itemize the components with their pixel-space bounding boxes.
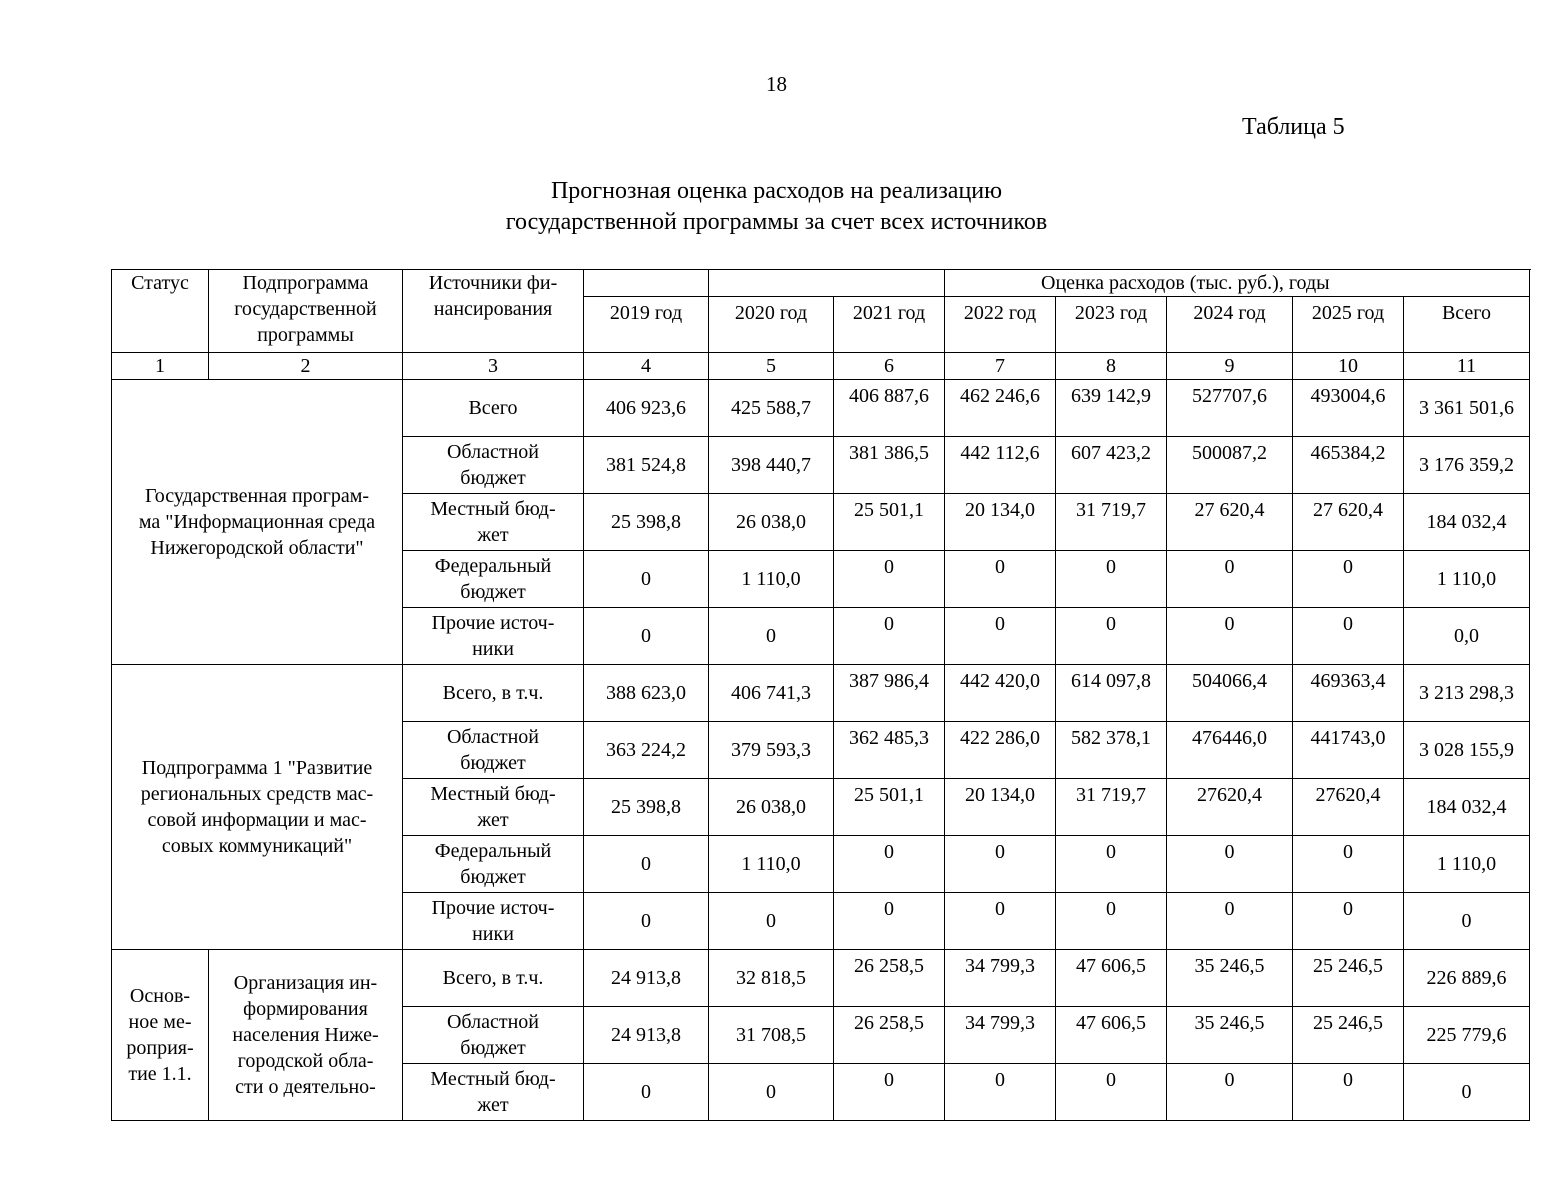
- source-cell: Прочие источ- ники: [403, 608, 584, 665]
- status-cell: Основ- ное ме- роприя- тие 1.1.: [112, 950, 209, 1121]
- value-cell: 0: [584, 551, 709, 608]
- value-cell: 27620,4: [1293, 779, 1404, 836]
- value-cell: 20 134,0: [945, 779, 1056, 836]
- value-cell: 25 398,8: [584, 779, 709, 836]
- value-cell: 0: [584, 836, 709, 893]
- total-cell: 226 889,6: [1404, 950, 1530, 1007]
- value-cell: 31 708,5: [709, 1007, 834, 1064]
- header-year: 2021 год: [834, 297, 945, 353]
- total-cell: 184 032,4: [1404, 779, 1530, 836]
- value-cell: 406 741,3: [709, 665, 834, 722]
- value-cell: 35 246,5: [1167, 950, 1293, 1007]
- value-cell: 0: [834, 1064, 945, 1121]
- total-cell: 184 032,4: [1404, 494, 1530, 551]
- value-cell: 388 623,0: [584, 665, 709, 722]
- column-number: 5: [709, 353, 834, 380]
- table-row: [112, 950, 1530, 1007]
- source-cell: Местный бюд- жет: [403, 1064, 584, 1121]
- table-label: Таблица 5: [1242, 114, 1345, 140]
- value-cell: 0: [945, 893, 1056, 950]
- value-cell: 582 378,1: [1056, 722, 1167, 779]
- value-cell: 504066,4: [1167, 665, 1293, 722]
- header-year: 2023 год: [1056, 297, 1167, 353]
- value-cell: 25 398,8: [584, 494, 709, 551]
- value-cell: 1 110,0: [709, 836, 834, 893]
- value-cell: 469363,4: [1293, 665, 1404, 722]
- source-cell: Всего, в т.ч.: [403, 665, 584, 722]
- column-number: 9: [1167, 353, 1293, 380]
- value-cell: 24 913,8: [584, 950, 709, 1007]
- value-cell: 0: [584, 608, 709, 665]
- value-cell: 0: [1167, 551, 1293, 608]
- source-cell: Областной бюджет: [403, 437, 584, 494]
- value-cell: 607 423,2: [1056, 437, 1167, 494]
- source-cell: Местный бюд- жет: [403, 779, 584, 836]
- total-cell: 3 213 298,3: [1404, 665, 1530, 722]
- header-sources: Источники фи- нансирования: [403, 270, 584, 353]
- value-cell: 26 038,0: [709, 494, 834, 551]
- value-cell: 0: [834, 551, 945, 608]
- value-cell: 379 593,3: [709, 722, 834, 779]
- document-title: [0, 176, 1553, 238]
- header-subprogram: Подпрограмма государственной программы: [209, 270, 403, 353]
- value-cell: 465384,2: [1293, 437, 1404, 494]
- column-number: 10: [1293, 353, 1404, 380]
- value-cell: 462 246,6: [945, 380, 1056, 437]
- value-cell: 0: [584, 1064, 709, 1121]
- value-cell: 425 588,7: [709, 380, 834, 437]
- column-number: 11: [1404, 353, 1530, 380]
- column-number: 2: [209, 353, 403, 380]
- value-cell: 500087,2: [1167, 437, 1293, 494]
- value-cell: 442 112,6: [945, 437, 1056, 494]
- value-cell: 0: [584, 893, 709, 950]
- column-number: 8: [1056, 353, 1167, 380]
- header-year: 2020 год: [709, 297, 834, 353]
- total-cell: 0,0: [1404, 608, 1530, 665]
- value-cell: 406 923,6: [584, 380, 709, 437]
- value-cell: 47 606,5: [1056, 950, 1167, 1007]
- value-cell: 34 799,3: [945, 1007, 1056, 1064]
- value-cell: 35 246,5: [1167, 1007, 1293, 1064]
- header-year: 2019 год: [584, 297, 709, 353]
- total-cell: 0: [1404, 893, 1530, 950]
- value-cell: 26 038,0: [709, 779, 834, 836]
- value-cell: 0: [1167, 836, 1293, 893]
- table-body: [112, 380, 1530, 1121]
- source-cell: Областной бюджет: [403, 1007, 584, 1064]
- value-cell: 27620,4: [1167, 779, 1293, 836]
- value-cell: 0: [1056, 608, 1167, 665]
- header-estimate: Оценка расходов (тыс. руб.), годы: [945, 270, 1530, 297]
- value-cell: 27 620,4: [1167, 494, 1293, 551]
- value-cell: 0: [1056, 551, 1167, 608]
- value-cell: 0: [1293, 551, 1404, 608]
- value-cell: 0: [1293, 836, 1404, 893]
- source-cell: Прочие источ- ники: [403, 893, 584, 950]
- value-cell: 0: [1167, 1064, 1293, 1121]
- header-row-1: [112, 270, 1530, 297]
- budget-table: [111, 269, 1530, 1121]
- value-cell: 363 224,2: [584, 722, 709, 779]
- column-number: 3: [403, 353, 584, 380]
- source-cell: Всего: [403, 380, 584, 437]
- total-cell: 1 110,0: [1404, 551, 1530, 608]
- value-cell: 381 386,5: [834, 437, 945, 494]
- value-cell: 1 110,0: [709, 551, 834, 608]
- value-cell: 0: [945, 836, 1056, 893]
- value-cell: 25 501,1: [834, 779, 945, 836]
- table-row: [112, 665, 1530, 722]
- value-cell: 32 818,5: [709, 950, 834, 1007]
- source-cell: Всего, в т.ч.: [403, 950, 584, 1007]
- value-cell: 0: [945, 608, 1056, 665]
- value-cell: 34 799,3: [945, 950, 1056, 1007]
- value-cell: 422 286,0: [945, 722, 1056, 779]
- value-cell: 0: [709, 893, 834, 950]
- column-number: 1: [112, 353, 209, 380]
- total-cell: 3 176 359,2: [1404, 437, 1530, 494]
- header-empty-cell: [584, 270, 709, 297]
- value-cell: 406 887,6: [834, 380, 945, 437]
- value-cell: 362 485,3: [834, 722, 945, 779]
- value-cell: 614 097,8: [1056, 665, 1167, 722]
- value-cell: 0: [1167, 608, 1293, 665]
- column-number: 4: [584, 353, 709, 380]
- header-year: 2025 год: [1293, 297, 1404, 353]
- value-cell: 0: [1167, 893, 1293, 950]
- value-cell: 0: [1056, 1064, 1167, 1121]
- value-cell: 0: [709, 1064, 834, 1121]
- total-cell: 225 779,6: [1404, 1007, 1530, 1064]
- value-cell: 381 524,8: [584, 437, 709, 494]
- value-cell: 0: [1293, 1064, 1404, 1121]
- value-cell: 26 258,5: [834, 950, 945, 1007]
- source-cell: Федеральный бюджет: [403, 836, 584, 893]
- title-line-1: Прогнозная оценка расходов на реализацию: [550, 178, 1003, 204]
- column-number: 6: [834, 353, 945, 380]
- page-number: 18: [766, 72, 787, 96]
- value-cell: 476446,0: [1167, 722, 1293, 779]
- value-cell: 31 719,7: [1056, 494, 1167, 551]
- program-name-cell: Подпрограмма 1 "Развитие региональных средств мас- совой информации и мас- совых коммуникаций": [112, 665, 403, 950]
- header-year: 2022 год: [945, 297, 1056, 353]
- value-cell: 0: [1293, 893, 1404, 950]
- header-empty-cell: [709, 270, 945, 297]
- value-cell: 527707,6: [1167, 380, 1293, 437]
- value-cell: 47 606,5: [1056, 1007, 1167, 1064]
- program-name-cell: Государственная програм- ма "Информационная среда Нижегородской области": [112, 380, 403, 665]
- value-cell: 0: [945, 551, 1056, 608]
- column-number-row: [112, 353, 1530, 380]
- value-cell: 26 258,5: [834, 1007, 945, 1064]
- value-cell: 387 986,4: [834, 665, 945, 722]
- header-year: 2024 год: [1167, 297, 1293, 353]
- table-row: [112, 380, 1530, 437]
- total-cell: 1 110,0: [1404, 836, 1530, 893]
- value-cell: 25 501,1: [834, 494, 945, 551]
- value-cell: 0: [1056, 893, 1167, 950]
- value-cell: 0: [834, 836, 945, 893]
- value-cell: 0: [709, 608, 834, 665]
- value-cell: 0: [945, 1064, 1056, 1121]
- total-cell: 3 028 155,9: [1404, 722, 1530, 779]
- total-cell: 3 361 501,6: [1404, 380, 1530, 437]
- value-cell: 441743,0: [1293, 722, 1404, 779]
- header-total: Всего: [1404, 297, 1530, 353]
- source-cell: Федеральный бюджет: [403, 551, 584, 608]
- value-cell: 0: [834, 893, 945, 950]
- value-cell: 0: [1293, 608, 1404, 665]
- value-cell: 639 142,9: [1056, 380, 1167, 437]
- source-cell: Местный бюд- жет: [403, 494, 584, 551]
- header-status: Статус: [112, 270, 209, 353]
- value-cell: 398 440,7: [709, 437, 834, 494]
- value-cell: 442 420,0: [945, 665, 1056, 722]
- value-cell: 24 913,8: [584, 1007, 709, 1064]
- value-cell: 27 620,4: [1293, 494, 1404, 551]
- value-cell: 0: [1056, 836, 1167, 893]
- value-cell: 25 246,5: [1293, 1007, 1404, 1064]
- value-cell: 493004,6: [1293, 380, 1404, 437]
- value-cell: 31 719,7: [1056, 779, 1167, 836]
- source-cell: Областной бюджет: [403, 722, 584, 779]
- subprogram-cell: Организация ин- формирования населения Ниже- городской обла- сти о деятельно-: [209, 950, 403, 1121]
- total-cell: 0: [1404, 1064, 1530, 1121]
- column-number: 7: [945, 353, 1056, 380]
- value-cell: 25 246,5: [1293, 950, 1404, 1007]
- value-cell: 20 134,0: [945, 494, 1056, 551]
- value-cell: 0: [834, 608, 945, 665]
- title-line-2: государственной программы за счет всех источников: [505, 209, 1048, 235]
